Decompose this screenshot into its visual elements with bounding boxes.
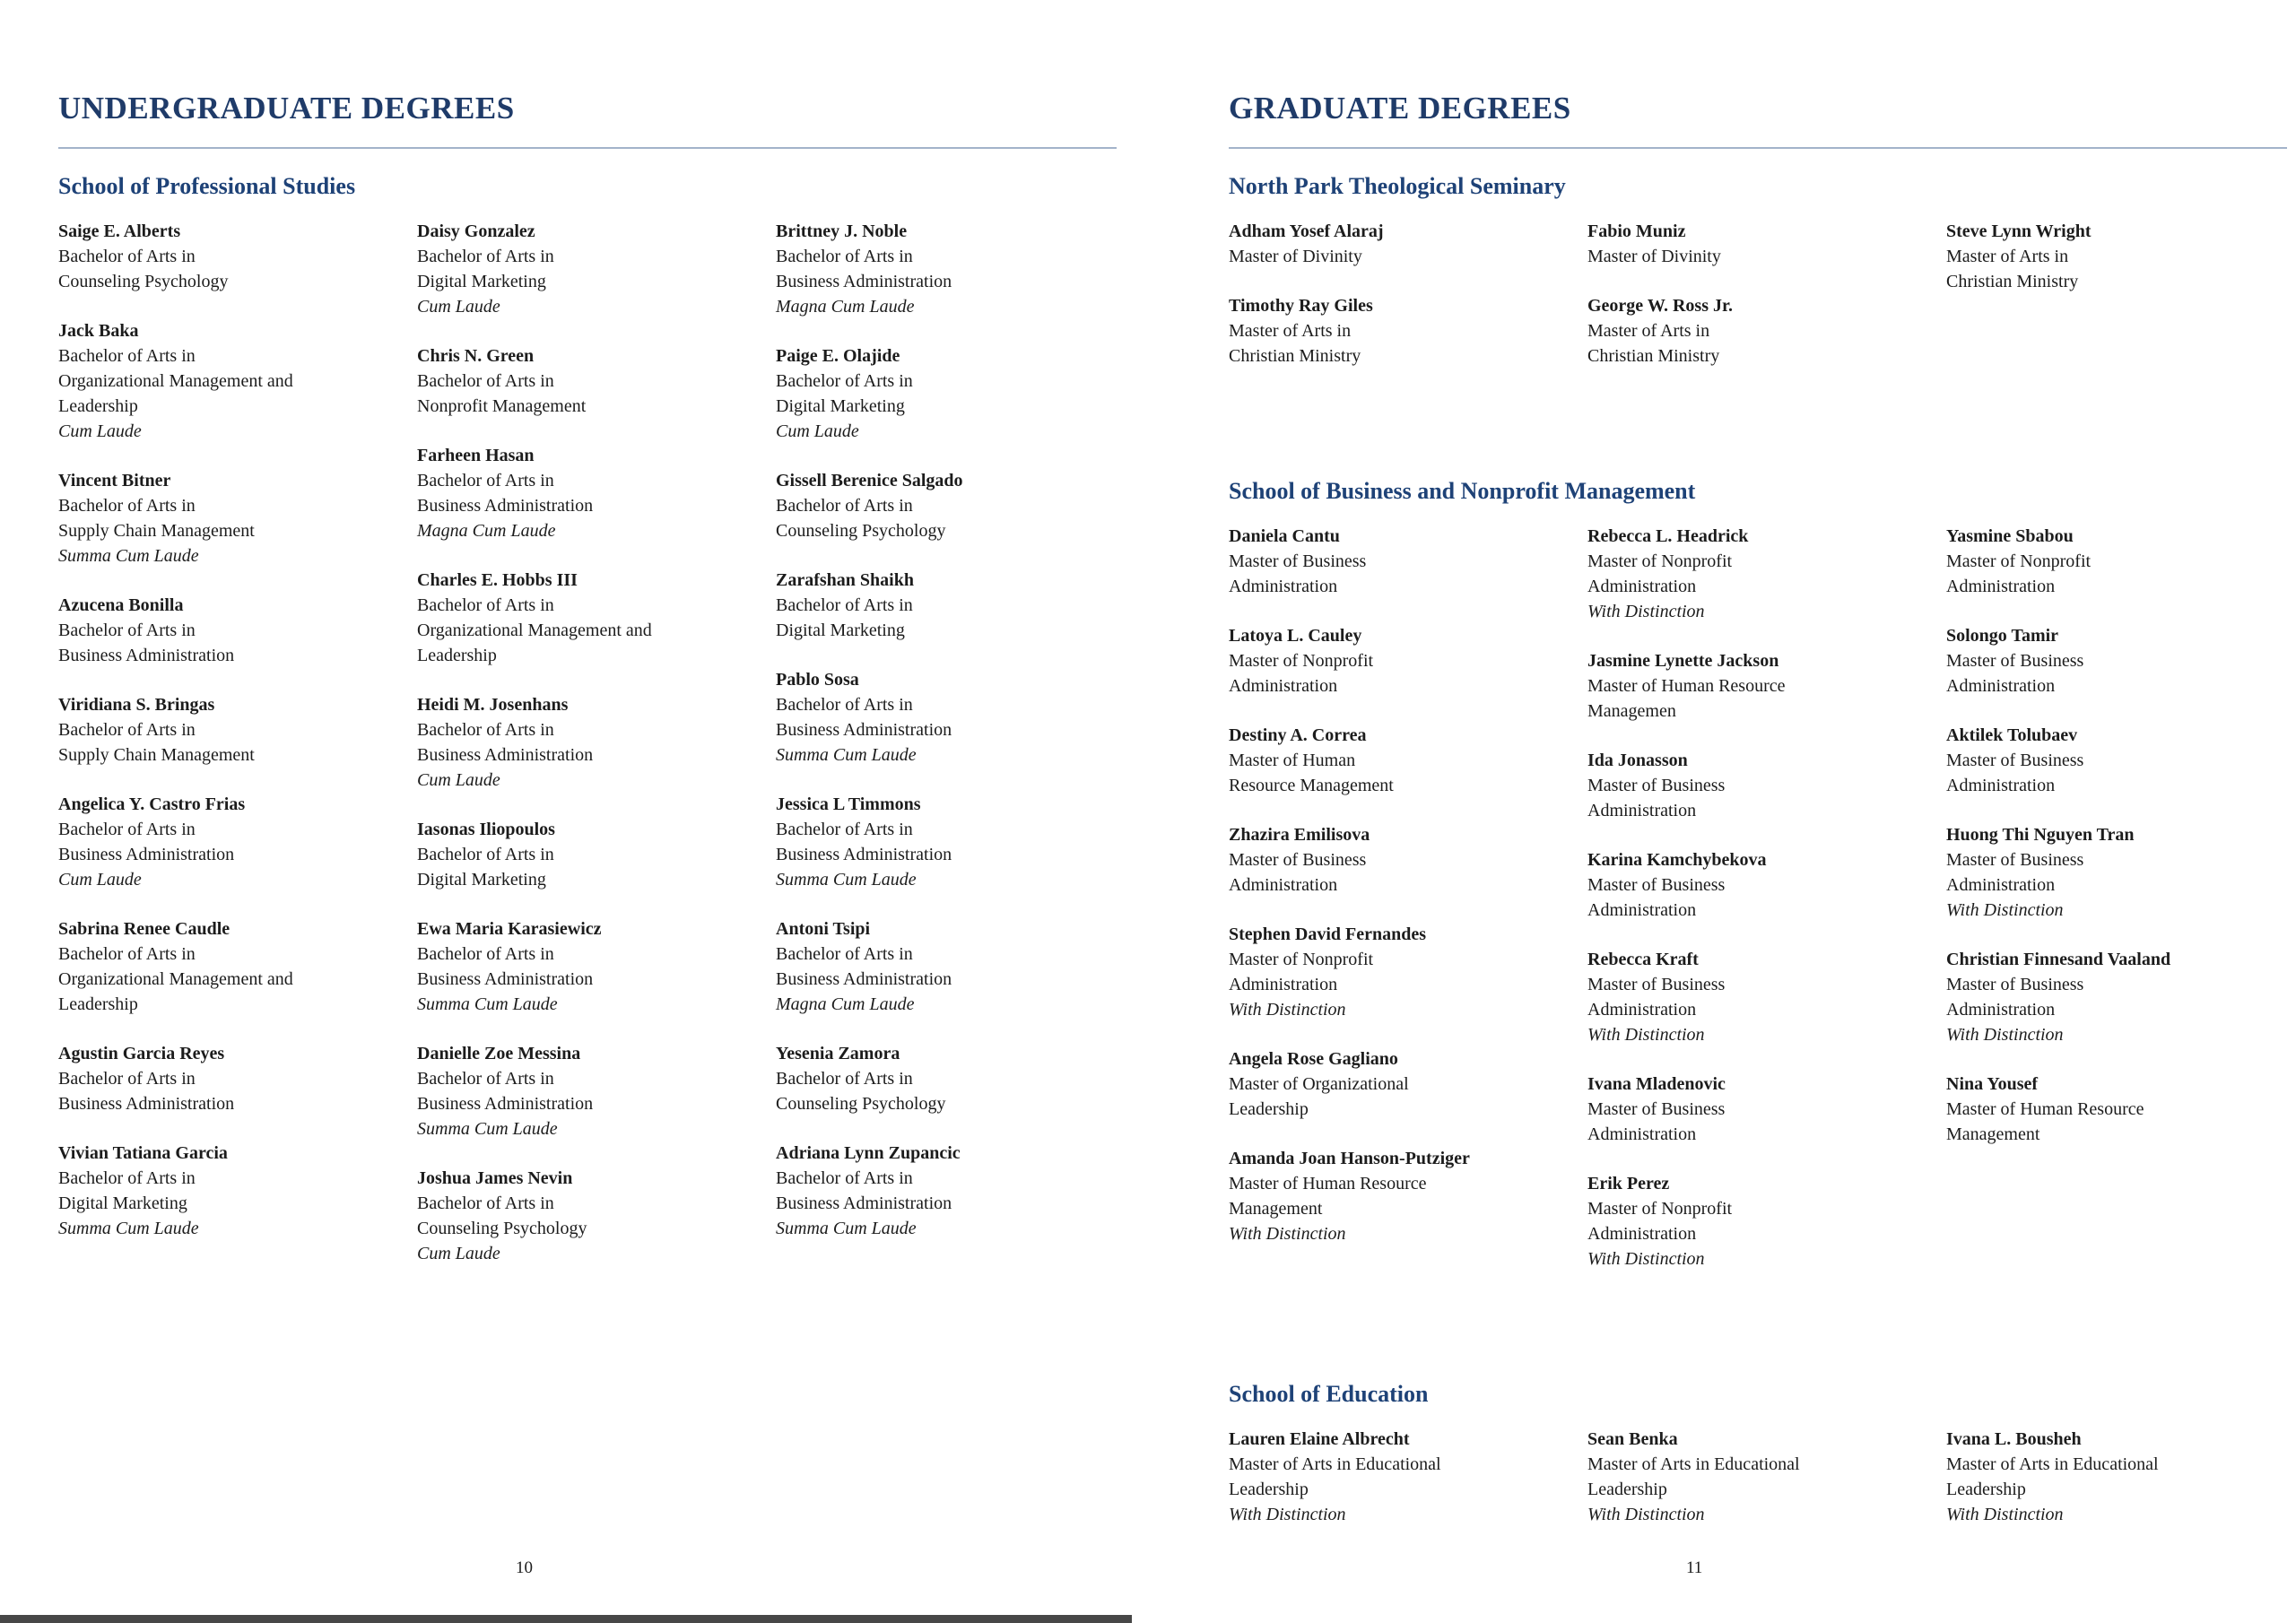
degree-line: Bachelor of Arts in — [417, 471, 554, 490]
entries-column — [1229, 219, 1587, 393]
honors-line: Cum Laude — [417, 297, 500, 317]
graduate-entry — [1229, 524, 1562, 599]
degree-line: Administration — [1229, 975, 1338, 994]
degree-line: Bachelor of Arts in — [58, 1168, 196, 1188]
honors-line: Cum Laude — [417, 770, 500, 790]
degree-line: Supply Chain Management — [58, 521, 255, 541]
graduate-entry — [1587, 1072, 1921, 1147]
graduate-name: Brittney J. Noble — [776, 221, 908, 241]
graduate-name: Vivian Tatiana Garcia — [58, 1143, 228, 1163]
graduate-entry — [1946, 723, 2280, 798]
degree-line: Counseling Psychology — [776, 521, 946, 541]
section-columns — [1229, 1427, 2287, 1551]
degree-line: Supply Chain Management — [58, 745, 255, 765]
degree-line: Master of Divinity — [1587, 247, 1721, 266]
degree-line: Administration — [1587, 1124, 1697, 1144]
degree-line: Business Administration — [58, 1094, 235, 1114]
degree-line: Digital Marketing — [776, 396, 905, 416]
entries-column — [1587, 524, 1946, 1296]
honors-line: With Distinction — [1946, 1025, 2064, 1045]
degree-line: Bachelor of Arts in — [417, 1193, 554, 1213]
graduate-name: Latoya L. Cauley — [1229, 626, 1362, 646]
section-columns — [58, 219, 1117, 1290]
degree-line: Bachelor of Arts in — [58, 1069, 196, 1089]
graduate-name: Jasmine Lynette Jackson — [1587, 651, 1779, 671]
entries-column — [1946, 524, 2296, 1296]
graduate-name: Iasonas Iliopoulos — [417, 820, 555, 839]
graduate-name: Ida Jonasson — [1587, 751, 1688, 770]
degree-line: Master of Nonprofit — [1587, 551, 1733, 571]
entries-column — [417, 219, 776, 1290]
degree-line: Bachelor of Arts in — [417, 247, 554, 266]
honors-line: Summa Cum Laude — [417, 1119, 558, 1139]
section-columns — [1229, 524, 2287, 1296]
degree-line: Business Administration — [776, 969, 952, 989]
degree-line: Master of Organizational — [1229, 1074, 1409, 1094]
degree-line: Bachelor of Arts in — [776, 1168, 913, 1188]
degree-line: Administration — [1587, 1224, 1697, 1244]
honors-line: Summa Cum Laude — [58, 1219, 199, 1238]
entries-column — [1229, 1427, 1587, 1551]
section-heading: School of Professional Studies — [58, 173, 356, 199]
degree-line: Administration — [1587, 577, 1697, 596]
degree-line: Master of Nonprofit — [1229, 950, 1374, 969]
degree-line: Business Administration — [58, 845, 235, 864]
graduate-entry — [1587, 219, 1921, 269]
graduate-entry — [1587, 1427, 1921, 1527]
graduate-entry — [1946, 524, 2280, 599]
graduate-entry — [776, 1141, 1109, 1241]
honors-line: Magna Cum Laude — [776, 297, 915, 317]
graduate-name: Steve Lynn Wright — [1946, 221, 2092, 241]
degree-line: Bachelor of Arts in — [776, 247, 913, 266]
graduate-entry — [58, 468, 392, 568]
degree-line: Bachelor of Arts in — [776, 820, 913, 839]
degree-line: Organizational Management and — [58, 969, 293, 989]
undergraduate-sections — [58, 170, 1117, 1290]
graduate-entry — [1946, 1072, 2280, 1147]
graduate-entry — [58, 318, 392, 444]
honors-line: Summa Cum Laude — [776, 870, 917, 890]
graduate-entry — [1587, 293, 1921, 369]
degree-line: Master of Business — [1587, 875, 1726, 895]
degree-line: Bachelor of Arts in — [58, 944, 196, 964]
degree-line: Bachelor of Arts in — [58, 247, 196, 266]
graduate-name: Adriana Lynn Zupancic — [776, 1143, 961, 1163]
honors-line: Cum Laude — [58, 421, 142, 441]
graduate-name: Adham Yosef Alaraj — [1229, 221, 1384, 241]
graduate-name: Amanda Joan Hanson-Putziger — [1229, 1149, 1470, 1168]
degree-line: Digital Marketing — [58, 1193, 187, 1213]
graduate-entry — [1946, 1427, 2280, 1527]
graduate-entry — [1229, 1427, 1562, 1527]
graduate-entry — [58, 593, 392, 668]
graduate-name: Vincent Bitner — [58, 471, 171, 490]
graduate-entry — [776, 1041, 1109, 1116]
graduate-name: Chris N. Green — [417, 346, 535, 366]
degree-line: Counseling Psychology — [58, 272, 229, 291]
degree-line: Christian Ministry — [1229, 346, 1361, 366]
degree-line: Master of Business — [1946, 751, 2084, 770]
graduate-entry — [776, 468, 1109, 543]
degree-line: Counseling Psychology — [776, 1094, 946, 1114]
degree-line: Bachelor of Arts in — [58, 820, 196, 839]
degree-line: Master of Nonprofit — [1587, 1199, 1733, 1219]
degree-line: Bachelor of Arts in — [776, 1069, 913, 1089]
graduate-entry — [776, 667, 1109, 768]
degree-line: Bachelor of Arts in — [417, 1069, 554, 1089]
degree-line: Administration — [1946, 577, 2056, 596]
degree-line: Master of Business — [1229, 850, 1367, 870]
graduate-name: Timothy Ray Giles — [1229, 296, 1373, 316]
graduate-name: Destiny A. Correa — [1229, 725, 1367, 745]
degree-section — [1229, 1378, 2287, 1551]
graduate-name: Viridiana S. Bringas — [58, 695, 215, 715]
graduate-entry — [1229, 623, 1562, 699]
graduate-entry — [58, 219, 392, 294]
graduate-entry — [776, 343, 1109, 444]
graduate-entry — [417, 568, 751, 668]
honors-line: With Distinction — [1946, 1505, 2064, 1524]
graduate-entry — [58, 1141, 392, 1241]
degree-line: Master of Human Resource — [1229, 1174, 1427, 1193]
degree-line: Bachelor of Arts in — [417, 944, 554, 964]
graduate-entry — [776, 916, 1109, 1017]
page-number: 10 — [516, 1558, 533, 1577]
honors-line: Summa Cum Laude — [776, 745, 917, 765]
degree-line: Business Administration — [417, 496, 594, 516]
entries-column — [1946, 1427, 2296, 1551]
honors-line: With Distinction — [1587, 1249, 1705, 1269]
graduate-name: Sean Benka — [1587, 1429, 1678, 1449]
graduate-entry — [58, 916, 392, 1017]
graduate-name: Solongo Tamir — [1946, 626, 2059, 646]
graduate-name: Nina Yousef — [1946, 1074, 2039, 1094]
degree-line: Master of Arts in — [1229, 321, 1352, 341]
title-rule — [1229, 147, 2287, 149]
honors-line: Summa Cum Laude — [58, 546, 199, 566]
graduate-entry — [58, 692, 392, 768]
graduate-name: Charles E. Hobbs III — [417, 570, 578, 590]
degree-line: Administration — [1587, 900, 1697, 920]
entries-column — [1587, 219, 1946, 393]
graduate-name: Sabrina Renee Caudle — [58, 919, 230, 939]
degree-section — [1229, 475, 2287, 1296]
graduate-name: Antoni Tsipi — [776, 919, 871, 939]
graduate-name: Fabio Muniz — [1587, 221, 1686, 241]
degree-line: Administration — [1946, 875, 2056, 895]
graduate-name: Jessica L Timmons — [776, 794, 921, 814]
degree-line: Bachelor of Arts in — [417, 595, 554, 615]
graduate-name: Erik Perez — [1587, 1174, 1670, 1193]
graduate-name: Saige E. Alberts — [58, 221, 181, 241]
graduate-entry — [776, 792, 1109, 892]
graduate-entry — [417, 916, 751, 1017]
graduate-entry — [1946, 947, 2280, 1047]
degree-line: Master of Nonprofit — [1229, 651, 1374, 671]
graduate-name: Huong Thi Nguyen Tran — [1946, 825, 2135, 845]
graduate-entry — [1587, 847, 1921, 923]
graduate-page — [1148, 0, 2296, 1623]
honors-line: Magna Cum Laude — [776, 994, 915, 1014]
degree-line: Leadership — [417, 646, 497, 665]
degree-line: Business Administration — [776, 845, 952, 864]
degree-line: Business Administration — [417, 969, 594, 989]
title-rule — [58, 147, 1117, 149]
honors-line: With Distinction — [1587, 1505, 1705, 1524]
graduate-name: Angela Rose Gagliano — [1229, 1049, 1398, 1069]
degree-line: Bachelor of Arts in — [417, 720, 554, 740]
degree-line: Business Administration — [417, 745, 594, 765]
entries-column — [1229, 524, 1587, 1296]
degree-line: Leadership — [1229, 1099, 1309, 1119]
degree-line: Master of Business — [1946, 975, 2084, 994]
honors-line: Magna Cum Laude — [417, 521, 556, 541]
graduate-entry — [1229, 1146, 1562, 1246]
graduate-entry — [1229, 293, 1562, 369]
degree-line: Bachelor of Arts in — [776, 595, 913, 615]
graduate-entry — [1946, 219, 2280, 294]
degree-line: Bachelor of Arts in — [417, 845, 554, 864]
degree-line: Bachelor of Arts in — [58, 496, 196, 516]
graduate-entry — [1587, 1171, 1921, 1271]
graduate-entry — [417, 219, 751, 319]
graduate-name: Daniela Cantu — [1229, 526, 1340, 546]
graduate-entry — [776, 219, 1109, 319]
graduate-name: Lauren Elaine Albrecht — [1229, 1429, 1410, 1449]
graduate-name: Gissell Berenice Salgado — [776, 471, 963, 490]
degree-line: Management — [1946, 1124, 2040, 1144]
graduate-entry — [58, 792, 392, 892]
graduate-name: Ewa Maria Karasiewicz — [417, 919, 602, 939]
section-heading: School of Business and Nonprofit Management — [1229, 478, 1696, 504]
degree-line: Administration — [1946, 776, 2056, 795]
degree-line: Administration — [1946, 676, 2056, 696]
degree-line: Master of Human Resource — [1946, 1099, 2144, 1119]
honors-line: With Distinction — [1587, 602, 1705, 621]
degree-line: Bachelor of Arts in — [776, 944, 913, 964]
degree-line: Administration — [1229, 676, 1338, 696]
graduate-entry — [58, 1041, 392, 1116]
degree-line: Counseling Psychology — [417, 1219, 587, 1238]
graduate-name: Christian Finnesand Vaaland — [1946, 950, 2171, 969]
degree-line: Leadership — [58, 994, 138, 1014]
degree-line: Master of Divinity — [1229, 247, 1362, 266]
degree-line: Master of Arts in — [1587, 321, 1710, 341]
degree-line: Master of Business — [1587, 975, 1726, 994]
graduate-entry — [417, 443, 751, 543]
bottom-edge-bar — [0, 1615, 1132, 1623]
graduate-name: Ivana Mladenovic — [1587, 1074, 1726, 1094]
honors-line: Cum Laude — [776, 421, 859, 441]
degree-line: Bachelor of Arts in — [776, 496, 913, 516]
degree-line: Master of Business — [1946, 651, 2084, 671]
graduate-name: Zarafshan Shaikh — [776, 570, 914, 590]
degree-line: Resource Management — [1229, 776, 1394, 795]
graduate-entry — [417, 343, 751, 419]
graduate-name: Stephen David Fernandes — [1229, 924, 1427, 944]
degree-line: Organizational Management and — [417, 621, 652, 640]
entries-column — [776, 219, 1135, 1290]
graduate-name: Paige E. Olajide — [776, 346, 900, 366]
graduate-entry — [1229, 219, 1562, 269]
graduate-entry — [1229, 922, 1562, 1022]
degree-section — [1229, 170, 2287, 393]
degree-line: Business Administration — [58, 646, 235, 665]
page-number: 11 — [1686, 1558, 1703, 1577]
honors-line: Summa Cum Laude — [776, 1219, 917, 1238]
degree-line: Administration — [1946, 1000, 2056, 1020]
honors-line: With Distinction — [1229, 1224, 1346, 1244]
graduate-entry — [1229, 822, 1562, 898]
degree-line: Business Administration — [417, 1094, 594, 1114]
graduate-entry — [1229, 723, 1562, 798]
graduate-name: Joshua James Nevin — [417, 1168, 573, 1188]
honors-line: With Distinction — [1946, 900, 2064, 920]
graduate-name: Azucena Bonilla — [58, 595, 184, 615]
degree-line: Administration — [1587, 801, 1697, 820]
degree-line: Bachelor of Arts in — [58, 346, 196, 366]
graduate-entry — [417, 692, 751, 793]
degree-line: Digital Marketing — [417, 870, 546, 890]
degree-line: Christian Ministry — [1946, 272, 2079, 291]
graduate-entry — [1587, 748, 1921, 823]
degree-line: Bachelor of Arts in — [58, 720, 196, 740]
graduate-name: Karina Kamchybekova — [1587, 850, 1767, 870]
graduate-name: Yesenia Zamora — [776, 1044, 900, 1063]
graduate-sections — [1229, 170, 2287, 1551]
honors-line: With Distinction — [1229, 1000, 1346, 1020]
graduate-entry — [1946, 623, 2280, 699]
entries-column — [58, 219, 417, 1290]
degree-line: Managemen — [1587, 701, 1676, 721]
degree-line: Master of Human — [1229, 751, 1356, 770]
degree-section — [58, 170, 1117, 1290]
graduate-name: Angelica Y. Castro Frias — [58, 794, 246, 814]
graduate-name: Jack Baka — [58, 321, 139, 341]
entries-column — [1946, 219, 2296, 393]
page-title: UNDERGRADUATE DEGREES — [58, 91, 515, 126]
degree-line: Bachelor of Arts in — [417, 371, 554, 391]
degree-line: Leadership — [58, 396, 138, 416]
degree-line: Master of Business — [1587, 776, 1726, 795]
graduate-entry — [417, 1041, 751, 1141]
degree-line: Business Administration — [776, 1193, 952, 1213]
degree-line: Master of Arts in Educational — [1229, 1454, 1441, 1474]
section-heading: North Park Theological Seminary — [1229, 173, 1566, 199]
degree-line: Master of Human Resource — [1587, 676, 1786, 696]
honors-line: With Distinction — [1229, 1505, 1346, 1524]
degree-line: Master of Business — [1587, 1099, 1726, 1119]
degree-line: Leadership — [1946, 1480, 2026, 1499]
honors-line: With Distinction — [1587, 1025, 1705, 1045]
graduate-name: Ivana L. Bousheh — [1946, 1429, 2082, 1449]
graduate-entry — [1587, 524, 1921, 624]
degree-line: Master of Arts in Educational — [1587, 1454, 1800, 1474]
honors-line: Cum Laude — [417, 1244, 500, 1263]
degree-line: Bachelor of Arts in — [776, 695, 913, 715]
graduate-entry — [1587, 648, 1921, 724]
graduate-name: Rebecca L. Headrick — [1587, 526, 1749, 546]
graduate-name: Danielle Zoe Messina — [417, 1044, 581, 1063]
graduate-name: Zhazira Emilisova — [1229, 825, 1370, 845]
graduate-name: Heidi M. Josenhans — [417, 695, 569, 715]
graduate-entry — [776, 568, 1109, 643]
graduate-name: Agustin Garcia Reyes — [58, 1044, 225, 1063]
graduate-name: Pablo Sosa — [776, 670, 859, 690]
graduate-entry — [1587, 947, 1921, 1047]
graduate-name: Farheen Hasan — [417, 446, 535, 465]
degree-line: Administration — [1229, 875, 1338, 895]
graduate-name: Daisy Gonzalez — [417, 221, 535, 241]
graduate-name: Yasmine Sbabou — [1946, 526, 2074, 546]
graduate-entry — [417, 817, 751, 892]
degree-line: Master of Business — [1229, 551, 1367, 571]
degree-line: Christian Ministry — [1587, 346, 1720, 366]
section-heading: School of Education — [1229, 1381, 1429, 1407]
graduate-entry — [1946, 822, 2280, 923]
graduate-name: Rebecca Kraft — [1587, 950, 1699, 969]
degree-line: Nonprofit Management — [417, 396, 587, 416]
graduate-entry — [417, 1166, 751, 1266]
degree-line: Master of Business — [1946, 850, 2084, 870]
degree-line: Business Administration — [776, 272, 952, 291]
degree-line: Management — [1229, 1199, 1323, 1219]
degree-line: Bachelor of Arts in — [776, 371, 913, 391]
degree-line: Master of Nonprofit — [1946, 551, 2092, 571]
degree-line: Leadership — [1587, 1480, 1667, 1499]
degree-line: Digital Marketing — [417, 272, 546, 291]
degree-line: Bachelor of Arts in — [58, 621, 196, 640]
entries-column — [1587, 1427, 1946, 1551]
degree-line: Digital Marketing — [776, 621, 905, 640]
degree-line: Leadership — [1229, 1480, 1309, 1499]
degree-line: Organizational Management and — [58, 371, 293, 391]
page-title: GRADUATE DEGREES — [1229, 91, 1571, 126]
graduate-entry — [1229, 1046, 1562, 1122]
degree-line: Administration — [1587, 1000, 1697, 1020]
degree-line: Master of Arts in — [1946, 247, 2069, 266]
graduate-name: Aktilek Tolubaev — [1946, 725, 2078, 745]
section-columns — [1229, 219, 2287, 393]
honors-line: Cum Laude — [58, 870, 142, 890]
degree-line: Master of Arts in Educational — [1946, 1454, 2159, 1474]
degree-line: Administration — [1229, 577, 1338, 596]
honors-line: Summa Cum Laude — [417, 994, 558, 1014]
degree-line: Business Administration — [776, 720, 952, 740]
graduate-name: George W. Ross Jr. — [1587, 296, 1734, 316]
